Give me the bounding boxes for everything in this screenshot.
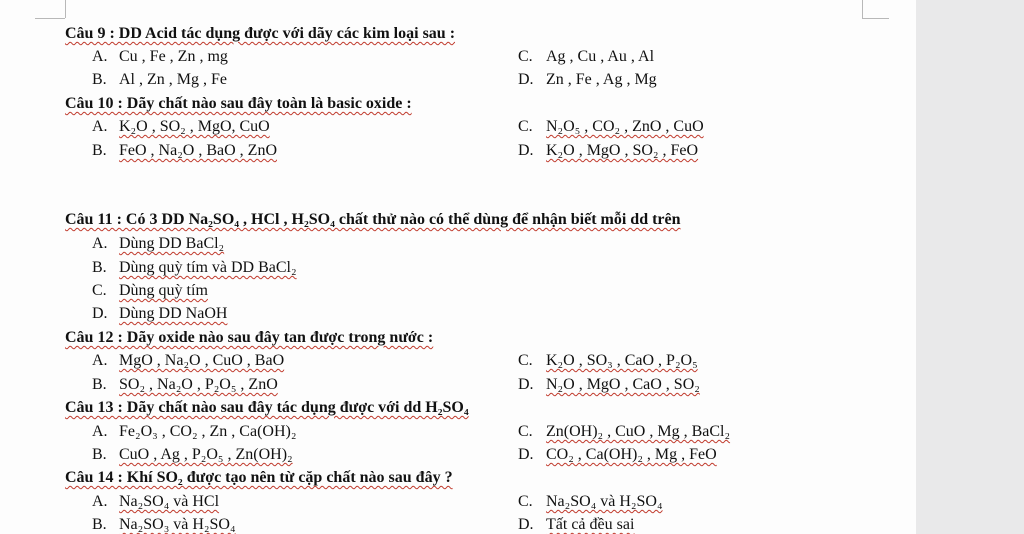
question-14-option-c: C. Na₂SO₄ và H₂SO₄ xyxy=(518,493,663,510)
question-12-option-d: D. N₂O , MgO , CaO , SO₂ xyxy=(518,376,700,393)
question-12-option-c: C. K₂O , SO₃ , CaO , P₂O₅ xyxy=(518,352,698,369)
question-14-option-b: B. Na₂SO₃ và H₂SO₄ xyxy=(92,516,236,533)
viewer-background xyxy=(916,0,1024,534)
question-9-option-a: A. Cu , Fe , Zn , mg xyxy=(92,48,228,65)
question-11-title: Câu 11 : Có 3 DD Na₂SO₄ , HCl , H₂SO₄ chất thử nào có thể dùng để nhận biết mỗi dd trên xyxy=(65,211,681,228)
question-11-option-d: D. Dùng DD NaOH xyxy=(92,305,228,322)
question-9-title: Câu 9 : DD Acid tác dụng được với dãy các kim loại sau : xyxy=(65,25,456,42)
question-10-option-c: C. N₂O₅ , CO₂ , ZnO , CuO xyxy=(518,118,704,135)
question-12-option-b: B. SO₂ , Na₂O , P₂O₅ , ZnO xyxy=(92,376,278,393)
question-9-option-d: D. Zn , Fe , Ag , Mg xyxy=(518,71,657,88)
question-14-option-a: A. Na₂SO₄ và HCl xyxy=(92,493,220,510)
question-11-option-b: B. Dùng quỳ tím và DD BaCl₂ xyxy=(92,259,297,276)
crop-mark-right-vertical xyxy=(862,0,863,18)
question-12-option-a: A. MgO , Na₂O , CuO , BaO xyxy=(92,352,285,369)
question-10-option-a: A. K₂O , SO₂ , MgO, CuO xyxy=(92,118,270,135)
question-10-option-d: D. K₂O , MgO , SO₂ , FeO xyxy=(518,142,699,159)
question-14-option-d: D. Tất cả đều sai xyxy=(518,516,635,533)
question-13-option-b: B. CuO , Ag , P₂O₅ , Zn(OH)₂ xyxy=(92,446,293,463)
question-10-title: Câu 10 : Dãy chất nào sau đây toàn là basic oxide : xyxy=(65,95,412,112)
question-14-title: Câu 14 : Khí SO₂ được tạo nên từ cặp chất nào sau đây ? xyxy=(65,469,453,486)
crop-mark-left-vertical xyxy=(65,0,66,18)
question-13-option-a: A. Fe₂O₃ , CO₂ , Zn , Ca(OH)₂ xyxy=(92,423,297,440)
question-12-title: Câu 12 : Dãy oxide nào sau đây tan được trong nước : xyxy=(65,329,434,346)
question-13-option-d: D. CO₂ , Ca(OH)₂ , Mg , FeO xyxy=(518,446,717,463)
crop-mark-right xyxy=(862,18,889,19)
question-11-option-c: C. Dùng quỳ tím xyxy=(92,282,208,299)
question-10-option-b: B. FeO , Na₂O , BaO , ZnO xyxy=(92,142,277,159)
question-13-option-c: C. Zn(OH)₂ , CuO , Mg , BaCl₂ xyxy=(518,423,731,440)
question-11-option-a: A. Dùng DD BaCl₂ xyxy=(92,235,225,252)
question-13-title: Câu 13 : Dãy chất nào sau đây tác dụng được với dd H₂SO₄ xyxy=(65,399,469,416)
question-9-option-c: C. Ag , Cu , Au , Al xyxy=(518,48,655,65)
question-9-option-b: B. Al , Zn , Mg , Fe xyxy=(92,71,227,88)
crop-mark-left xyxy=(35,18,65,19)
